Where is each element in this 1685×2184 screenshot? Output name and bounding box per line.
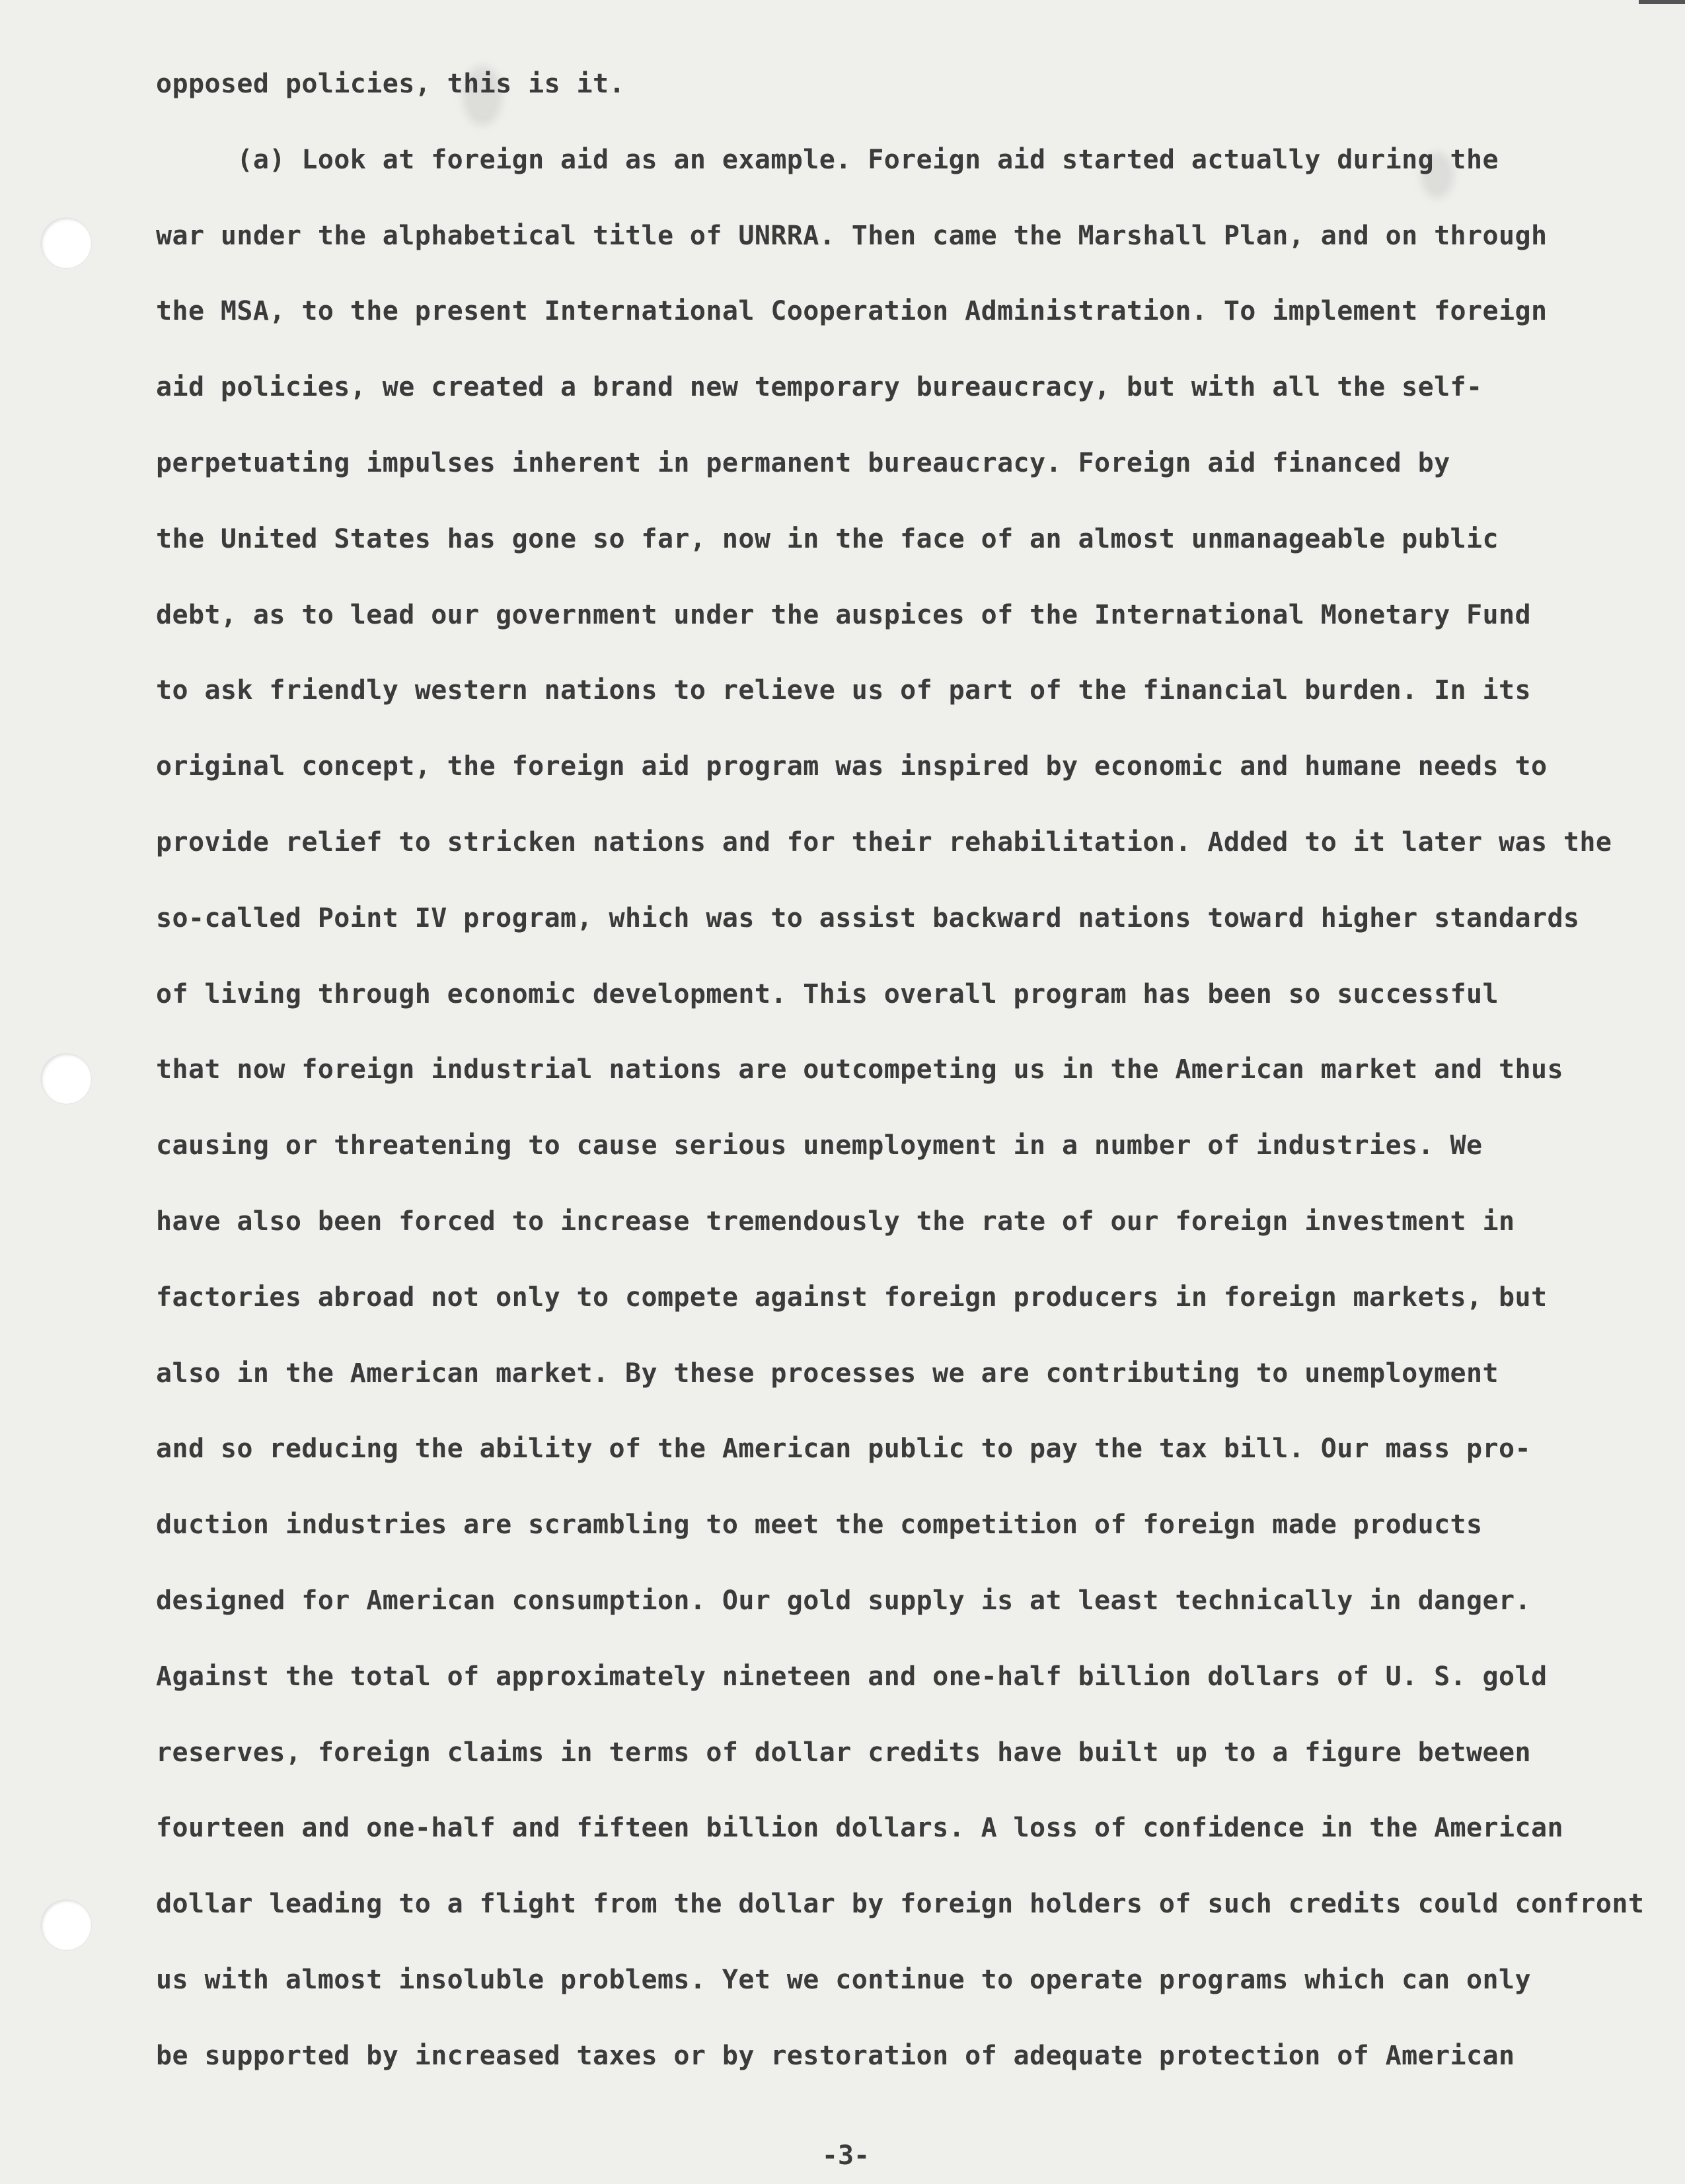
text-line: reserves, foreign claims in terms of dollar credits have built up to a figure between: [156, 1737, 1531, 1768]
text-line: us with almost insoluble problems. Yet we continue to operate programs which can only: [156, 1964, 1531, 1995]
text-line: the MSA, to the present International Cooperation Administration. To implement foreign: [156, 296, 1548, 327]
scan-corner-mark: [1639, 0, 1685, 4]
text-line: dollar leading to a flight from the dollar by foreign holders of such credits could confront: [156, 1889, 1645, 1920]
text-line: the United States has gone so far, now in the face of an almost unmanageable public: [156, 523, 1499, 554]
page-number: -3-: [821, 2140, 870, 2171]
text-line: that now foreign industrial nations are outcompeting us in the American market and thus: [156, 1054, 1563, 1085]
text-line: perpetuating impulses inherent in permanent bureaucracy. Foreign aid financed by: [156, 447, 1450, 478]
text-line: war under the alphabetical title of UNRRA. Then came the Marshall Plan, and on through: [156, 220, 1548, 251]
text-line: of living through economic development. This overall program has been so successful: [156, 978, 1499, 1009]
text-line: be supported by increased taxes or by restoration of adequate protection of American: [156, 2040, 1515, 2071]
text-line: to ask friendly western nations to relieve us of part of the financial burden. In its: [156, 675, 1531, 706]
punch-hole: [41, 218, 91, 268]
text-line: factories abroad not only to compete against foreign producers in foreign markets, but: [156, 1282, 1548, 1313]
text-line: duction industries are scrambling to meet the competition of foreign made products: [156, 1510, 1483, 1541]
text-line: fourteen and one-half and fifteen billion dollars. A loss of confidence in the American: [156, 1813, 1563, 1844]
text-line: have also been forced to increase tremendously the rate of our foreign investment in: [156, 1206, 1515, 1237]
body-text: [156, 61, 1669, 2109]
punch-hole: [41, 1900, 91, 1950]
text-line: causing or threatening to cause serious unemployment in a number of industries. We: [156, 1130, 1483, 1161]
text-line: Against the total of approximately nineteen and one-half billion dollars of U. S. gold: [156, 1661, 1548, 1692]
text-line: also in the American market. By these processes we are contributing to unemployment: [156, 1358, 1499, 1389]
text-line: and so reducing the ability of the American public to pay the tax bill. Our mass pro-: [156, 1434, 1531, 1465]
text-line: (a) Look at foreign aid as an example. Foreign aid started actually during the: [156, 144, 1499, 175]
text-line: designed for American consumption. Our gold supply is at least technically in danger.: [156, 1585, 1531, 1616]
text-line: opposed policies, this is it.: [156, 69, 625, 99]
text-line: provide relief to stricken nations and for their rehabilitation. Added to it later was the: [156, 826, 1612, 857]
punch-hole: [41, 1054, 91, 1104]
text-line: original concept, the foreign aid program was inspired by economic and humane needs to: [156, 751, 1548, 782]
text-line: aid policies, we created a brand new temporary bureaucracy, but with all the self-: [156, 372, 1483, 403]
text-line: so-called Point IV program, which was to assist backward nations toward higher standards: [156, 902, 1580, 933]
text-line: debt, as to lead our government under the auspices of the International Monetary Fund: [156, 599, 1531, 630]
